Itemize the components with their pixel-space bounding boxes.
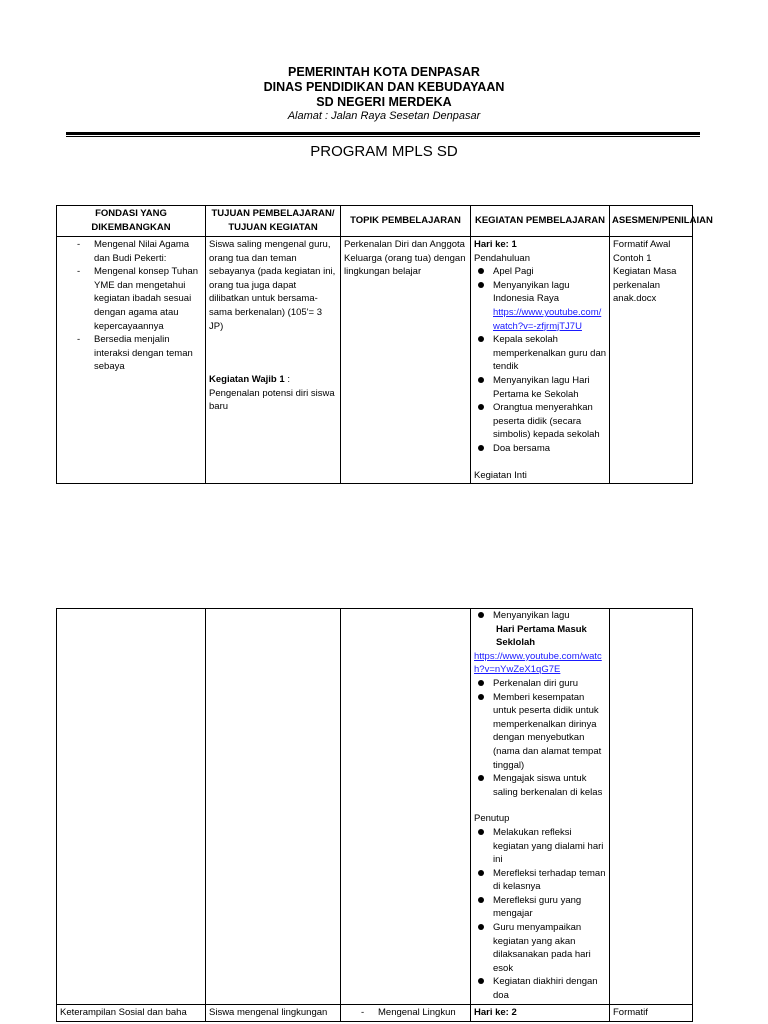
list-item: Mengajak siswa untuk saling berkenalan di kelas <box>493 772 606 799</box>
list-item: Menyanyikan lagu <box>493 609 606 623</box>
list-item: Memberi kesempatan untuk peserta didik untuk memperkenalkan dirinya dengan menyebutkan (nama dan alamat tempat tinggal) <box>493 691 606 773</box>
header-government: PEMERINTAH KOTA DENPASAR <box>288 65 480 79</box>
header-rule-thin <box>66 136 700 137</box>
table-row <box>57 609 693 1005</box>
list-item: Merefleksi guru yang mengajar <box>493 894 606 921</box>
song-title: Hari Pertama Masuk Seklolah <box>496 623 587 649</box>
cell-kegiatan <box>471 237 610 484</box>
list-item: Melakukan refleksi kegiatan yang dialami hari ini <box>493 826 606 867</box>
list-item: Apel Pagi <box>493 265 606 279</box>
list-item: Guru menyampaikan kegiatan yang akan dilaksanakan pada hari esok <box>493 921 606 975</box>
list-item: Menyanyikan lagu Hari Pertama ke Sekolah <box>493 374 606 401</box>
col-header-kegiatan: KEGIATAN PEMBELAJARAN <box>471 206 610 237</box>
cell-kegiatan: Hari ke: 2 <box>471 1005 610 1022</box>
cell-asesmen: Formatif <box>610 1005 693 1022</box>
col-header-fondasi: FONDASI YANG DIKEMBANGKAN <box>57 206 206 237</box>
kegiatan-wajib-text: : Pengenalan potensi diri siswa baru <box>209 374 335 413</box>
kegiatan-wajib-label: Kegiatan Wajib 1 <box>209 374 285 386</box>
mpls-table-page2 <box>56 608 693 1022</box>
list-item: Perkenalan diri guru <box>493 677 606 691</box>
list-item: - Mengenal konsep Tuhan YME dan mengetahui kegiatan ibadah sesuai dengan agama atau kepercayaannya <box>94 265 202 333</box>
cell-asesmen: Formatif Awal Contoh 1 Kegiatan Masa perkenalan anak.docx <box>610 237 693 484</box>
list-item: Doa bersama <box>493 442 606 456</box>
cell-tujuan: Siswa mengenal lingkungan <box>206 1005 341 1022</box>
cell-kegiatan <box>471 609 610 1005</box>
col-header-tujuan: TUJUAN PEMBELAJARAN/ TUJUAN KEGIATAN <box>206 206 341 237</box>
list-item: - Bersedia menjalin interaksi dengan teman sebaya <box>94 333 202 374</box>
cell-topik: Perkenalan Diri dan Anggota Keluarga (orang tua) dengan lingkungan belajar <box>341 237 471 484</box>
section-kegiatan-inti: Kegiatan Inti <box>474 469 527 481</box>
cell-fondasi: Keterampilan Sosial dan baha <box>57 1005 206 1022</box>
list-item <box>493 279 606 333</box>
program-title: PROGRAM MPLS SD <box>310 143 458 160</box>
cell-topik <box>341 609 471 1005</box>
cell-tujuan <box>206 237 341 484</box>
header-department: DINAS PENDIDIKAN DAN KEBUDAYAAN <box>263 80 505 94</box>
list-item: - Mengenal Nilai Agama dan Budi Pekerti: <box>94 238 202 265</box>
mpls-table-page1 <box>56 205 713 484</box>
header-rule-thick <box>66 132 700 135</box>
day-label: Hari ke: 1 <box>474 239 517 250</box>
cell-tujuan <box>206 609 341 1005</box>
youtube-link-indonesia-raya[interactable]: https://www.youtube.com/watch?v=-zfjrmjTJ7U <box>493 306 602 332</box>
table-row <box>57 1005 693 1022</box>
col-header-topik: TOPIK PEMBELAJARAN <box>341 206 471 237</box>
section-penutup: Penutup <box>474 813 510 825</box>
header-address: Alamat : Jalan Raya Sesetan Denpasar <box>287 110 481 122</box>
section-pendahuluan: Pendahuluan <box>474 252 530 264</box>
tujuan-text: Siswa saling mengenal guru, orang tua dan teman sebayanya (pada kegiatan ini, orang tua juga dapat dilibatkan untuk bersama-sama berkenalan) (105'= 3 JP) <box>209 239 336 332</box>
header-school: SD NEGERI MERDEKA <box>316 95 452 109</box>
list-item: Merefleksi terhadap teman di kelasnya <box>493 867 606 893</box>
col-header-asesmen: ASESMEN/PENILAIAN <box>610 206 693 237</box>
cell-fondasi <box>57 609 206 1005</box>
list-item-text: Menyanyikan lagu Indonesia Raya <box>493 279 570 305</box>
list-item: Kegiatan diakhiri dengan doa <box>493 975 606 1002</box>
table-row <box>57 237 693 484</box>
list-item: - Mengenal Lingkun <box>378 1006 467 1020</box>
cell-asesmen <box>610 609 693 1005</box>
kegiatan-wajib <box>209 373 337 414</box>
list-item: Orangtua menyerahkan peserta didik (secara simbolis) kepada sekolah <box>493 401 606 442</box>
list-item: Kepala sekolah memperkenalkan guru dan tendik <box>493 334 607 373</box>
youtube-link-hari-pertama[interactable]: https://www.youtube.com/watch?v=nYwZeX1qG7E <box>474 650 602 676</box>
cell-topik <box>341 1005 471 1022</box>
cell-fondasi <box>57 237 206 484</box>
